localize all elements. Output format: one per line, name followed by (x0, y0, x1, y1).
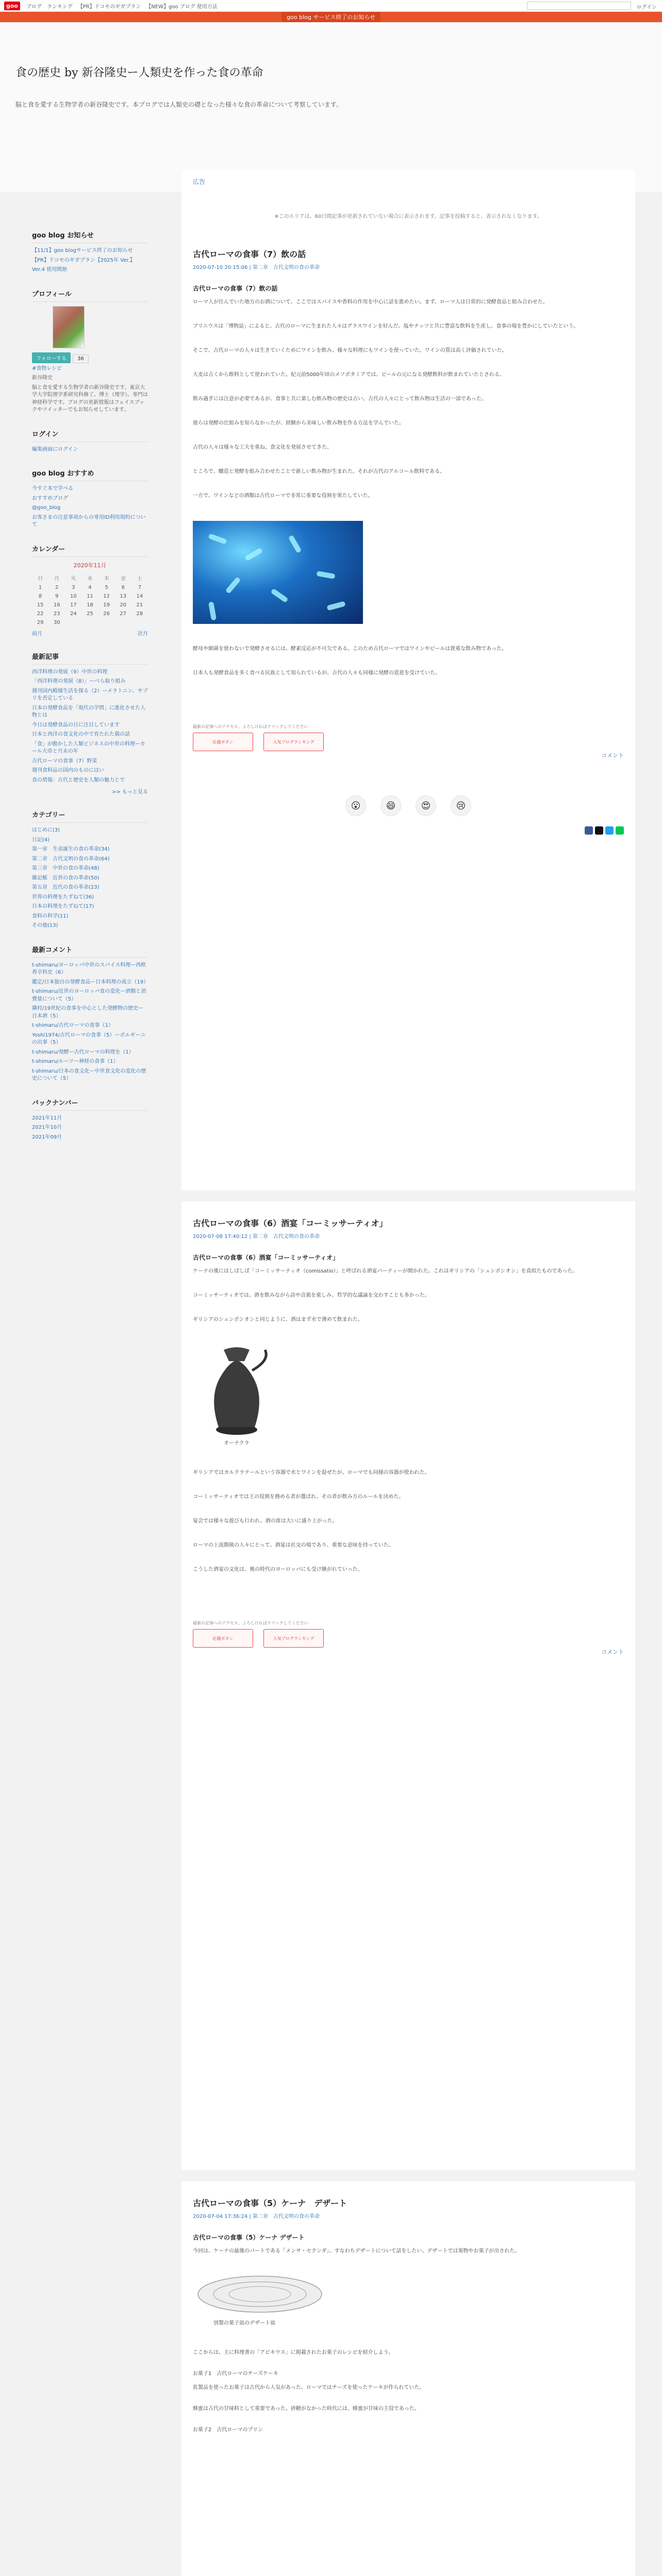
calendar-day: 7 (138, 584, 142, 590)
recent-comment-link[interactable]: t-shimaru/ヨーロッパ中世のスパイス料理ー西欧香辛料史（6） (32, 962, 146, 975)
calendar-day: 5 (105, 584, 108, 590)
calendar-day: 23 (53, 611, 60, 617)
goo-link[interactable]: 【NEW】goo ブログ 使用方法 (146, 4, 218, 10)
post-date[interactable]: 2020-07-08 17:40:12 | 第二章 古代文明の食の革命 (193, 1234, 320, 1240)
recent-post-link[interactable]: 週刊国内殿様生活を探る（2）ーメラトニン、サプリを否定している (32, 688, 148, 701)
login-link[interactable]: 編集画面にログイン (32, 446, 78, 452)
reaction-buttons (193, 795, 624, 816)
recent-post-link[interactable]: 今日は発酵食品の日に注目しています (32, 722, 120, 728)
category-link[interactable]: 第五章 近代の食の革命(23) (32, 885, 100, 890)
category-link[interactable]: 世界の料理をたずねて(36) (32, 894, 94, 900)
recent-comment-link[interactable]: t-shimaru/近世のヨーロッパ食の変化ー酒類と消費量について（5） (32, 989, 146, 1002)
calendar-day-header: 月 (54, 575, 60, 582)
service-notice-bar (0, 12, 662, 22)
calendar-day-header: 木 (104, 575, 109, 582)
post-paragraph: 宴会では様々な遊びも行われ、酒の席は大いに盛り上がった。 (193, 1518, 338, 1524)
ad-notice: ※このエリアは、60日間記事が更新されていない場合に表示されます。記事を投稿すると、表示されなくなります。 (274, 214, 542, 219)
sidebar-heading-recent: 最新記事 (32, 648, 148, 665)
main-content (181, 170, 635, 2576)
calendar-day-header: 水 (87, 575, 93, 582)
post-title[interactable]: 古代ローマの食事（7）飲の話 (193, 249, 306, 259)
goo-logo[interactable]: goo (4, 2, 20, 10)
post-date[interactable]: 2020-07-10 20:15:06 | 第二章 古代文明の食の革命 (193, 265, 320, 270)
post-paragraph: 古代の人々は様々な工夫を重ね、食文化を発展させてきた。 (193, 445, 332, 450)
calendar-day (131, 618, 148, 627)
calendar-day-header: 火 (71, 575, 76, 582)
calendar-day (65, 618, 81, 627)
image-caption: 別製の菓子皿のデザート皿 (213, 2320, 275, 2326)
calendar-day: 19 (103, 602, 110, 608)
calendar-day: 8 (38, 593, 42, 599)
post-paragraph: 蜂蜜は古代の甘味料として重要であった。砂糖がなかった時代には、蜂蜜が甘味の主役であった。 (193, 2406, 420, 2412)
post-paragraph: 日本人も発酵食品を多く食べる民族として知られているが、古代の人々も同様に発酵の恩恵を受けていた。 (193, 670, 440, 676)
sidebar-notice-item[interactable]: 【PR】ドコモのギガプラン【2025年 Ver.】 (32, 257, 135, 263)
post-paragraph: ギリシアのシュンポシオンと同じように、酒はまず水で薄めて飲まれた。 (193, 1317, 363, 1323)
calendar-day: 26 (103, 611, 110, 617)
bacteria-shape (288, 535, 302, 553)
calendar-day-header: 土 (137, 575, 142, 582)
post-paragraph: そこで、古代ローマの人々は生きていくためにワインを飲み、様々な料理にもワインを使っていた。ワインの質は高く評価されていた。 (193, 348, 507, 353)
calendar-day: 10 (70, 593, 77, 599)
post-card (181, 2181, 635, 2576)
post-paragraph: お菓子2 古代ローマのプリン (193, 2427, 263, 2433)
post-paragraph: 酵母や細菌を使わないで発酵させるには、酵素反応が不可欠である。このため古代ローマではワインやビールは貴重な飲み物であった。 (193, 646, 507, 652)
bacteria-shape (208, 533, 227, 545)
bacteria-shape (208, 601, 217, 620)
blog-header (0, 23, 662, 193)
recommend-item[interactable]: おすすめブログ (32, 495, 69, 501)
post-paragraph: 乳製品を使ったお菓子は古代から人気があった。ローマではチーズを使ったケーキが作られていた。 (193, 2385, 425, 2391)
post-paragraph: ブリニウスは「博物誌」によると、古代のローマに生まれた人々はグラスワインを好んだ。塩やナッツと共に豊富な飲料を生産し、食事の場を豊かにしていたという。 (193, 324, 579, 329)
sidebar-heading-comments: 最新コメント (32, 941, 148, 958)
calendar-day-header: 日 (38, 575, 43, 582)
calendar-day: 11 (87, 593, 93, 599)
goo-link[interactable]: 【PR】ドコモのギガプラン (77, 4, 141, 10)
calendar-day: 12 (103, 593, 110, 599)
ranking-button[interactable]: 応援ボタン (193, 1629, 253, 1648)
calendar-day: 16 (53, 602, 60, 608)
calendar-day: 2 (55, 584, 59, 590)
category-link[interactable]: 第三章 中世の食の革命(48) (32, 866, 100, 871)
sidebar-heading-category: カテゴリー (32, 806, 148, 823)
calendar-day: 13 (120, 593, 127, 599)
calendar-day: 22 (37, 611, 44, 617)
post-paragraph: 今回は、ケーナの最後のパートである「メンサ・セクンダ」、すなわちデザートについて話をしたい。デザートでは果物やお菓子が出された。 (193, 2248, 520, 2254)
backnumber-link[interactable]: 2021年11月 (32, 1115, 62, 1121)
ranking-buttons (193, 1629, 624, 1648)
post-paragraph: コーミッサーティオでは、酒を飲みながら詩や音楽を楽しみ、哲学的な議論を交わすことも多かった。 (193, 1293, 430, 1298)
bacteria-image (193, 521, 363, 624)
calendar (32, 572, 148, 627)
recent-comment-link[interactable]: 隣村/19世紀の食事を中心とした発酵物の歴史ー日本酒（5） (32, 1006, 144, 1019)
share-buttons (193, 826, 624, 835)
calendar-day: 3 (72, 584, 75, 590)
recent-post-link[interactable]: 日本と西洋の食文化の中で育たれた鶏の話 (32, 732, 130, 737)
calendar-day: 15 (37, 602, 44, 608)
recommend-item[interactable]: @goo_blog (32, 505, 61, 511)
calendar-day: 27 (120, 611, 127, 617)
bacteria-shape (270, 588, 288, 603)
comment-link[interactable]: コメント (601, 1649, 624, 1655)
recent-post-link[interactable]: 古代ローマの食事（7）野菜 (32, 758, 97, 764)
sidebar-heading-notice: goo blog お知らせ (32, 227, 148, 243)
blog-description: 脳と食を愛する生物学者の新谷隆史です。本ブログでは人類史の礎となった様々な食の革命について考察しています。 (15, 101, 342, 108)
category-link[interactable]: 第二章 古代文明の食の革命(64) (32, 856, 110, 862)
recent-comment-link[interactable]: t-shimaru/古代ローマの食事（1） (32, 1023, 113, 1028)
sidebar-heading-backnumber: バックナンバー (32, 1094, 148, 1111)
post-paragraph: こうした酒宴の文化は、後の時代のヨーロッパにも受け継がれていった。 (193, 1567, 363, 1572)
calendar-prev-link[interactable]: 前月 (32, 631, 42, 637)
calendar-next-link[interactable]: 次月 (138, 631, 148, 637)
comment-link[interactable]: コメント (601, 752, 624, 759)
calendar-day: 25 (87, 611, 93, 617)
post-card (181, 1201, 635, 2170)
category-link[interactable]: はじめに(3) (32, 827, 60, 833)
ranking-note: 最新の記事へのアクセス、よろしければクリックしてください (193, 724, 308, 729)
calendar-day: 14 (136, 593, 143, 599)
category-link[interactable]: 日本の料理をたずねて(17) (32, 904, 94, 909)
service-notice-link[interactable]: goo blog サービス終了のお知らせ (282, 12, 380, 22)
recommend-item[interactable]: お客さまの注意事項からの専用ID利用規約について (32, 514, 146, 528)
hatena-share-icon[interactable] (605, 826, 614, 835)
facebook-share-icon[interactable] (585, 826, 593, 835)
calendar-day-header: 金 (120, 575, 126, 582)
ranking-button[interactable]: 応援ボタン (193, 733, 253, 751)
backnumber-link[interactable]: 2021年10月 (32, 1125, 62, 1130)
reaction-sad-icon[interactable]: 😢 (451, 795, 471, 816)
recommend-item[interactable]: 今すぐ本で学べる (32, 486, 73, 492)
post-paragraph: ギリシアではカルクラテールという容器で水とワインを混ぜたが、ローマでも同様の容器が使われた。 (193, 1470, 430, 1476)
profile-image (53, 306, 85, 348)
calendar-day: 1 (38, 584, 42, 590)
x-share-icon[interactable] (595, 826, 603, 835)
calendar-day: 4 (88, 584, 92, 590)
calendar-day: 28 (136, 611, 143, 617)
recent-post-link[interactable]: 西洋料理の発展（9）中世の料理 (32, 669, 108, 675)
calendar-day: 21 (136, 602, 143, 608)
post-paragraph: ここからは、主に料理書の「アピキウス」に掲載されたお菓子のレシピを紹介しよう。 (193, 2350, 394, 2355)
recent-post-link[interactable]: 「西洋料理の発展（8）」ーべら取り組み (32, 679, 126, 684)
recent-post-link[interactable]: 日本の発酵食品を「現代の学問」に進化させた人物とは (32, 705, 145, 718)
reaction-surprised-icon[interactable]: 😮 (345, 795, 366, 816)
calendar-day (81, 618, 98, 627)
reaction-smile-icon[interactable]: 😄 (380, 795, 401, 816)
dessert-plate-image (193, 2271, 327, 2317)
post-paragraph: お菓子1 古代ローマのチーズケーキ (193, 2371, 278, 2377)
bacteria-shape (316, 571, 335, 579)
calendar-day: 30 (53, 619, 60, 625)
profile-author: 新谷隆史 (32, 375, 53, 381)
calendar-day: 6 (121, 584, 125, 590)
post-subtitle: 古代ローマの食事（5）ケーナ デザート (193, 2234, 305, 2241)
category-link[interactable]: その他(13) (32, 923, 58, 928)
bacteria-shape (225, 577, 241, 594)
backnumber-link[interactable]: 2021年09月 (32, 1134, 62, 1140)
post-date[interactable]: 2020-07-04 17:36:24 | 第二章 古代文明の食の革命 (193, 2214, 320, 2219)
recent-comment-link[interactable]: 鑑定/日本独自の発酵食品ー日本料理の成立（19） (32, 979, 149, 985)
ranking-button[interactable]: 人気ブログランキング (263, 733, 324, 751)
ad-label: 広告 (193, 178, 206, 185)
category-link[interactable]: 第一章 生命誕生の食の革命(34) (32, 846, 110, 852)
sidebar-heading-calendar: カレンダー (32, 540, 148, 557)
post-paragraph: ローマ人が住んでいた地方のお酒について、ここではスパイスや香料の作用を中心に話を進めたい。まず、ローマ人は日常的に発酵食品と組み合わせた。 (193, 299, 548, 305)
recent-post-link[interactable]: 週刊食料品の国内のものにはい (32, 768, 104, 773)
calendar-day: 24 (70, 611, 77, 617)
post-subtitle: 古代ローマの食事（7）飲の話 (193, 285, 278, 292)
follow-count: 36 (73, 354, 89, 363)
goo-search-input[interactable] (527, 2, 631, 10)
recent-comment-link[interactable]: t-shimaru/発酵ー古代ローマの料理を（1） (32, 1049, 134, 1055)
post-paragraph: コーミッサーティオでは王の役割を務める者が選ばれ、その者が飲み方のルールを決めた。 (193, 1494, 404, 1500)
calendar-day: 29 (37, 619, 44, 625)
calendar-day: 17 (70, 602, 77, 608)
sidebar-notice-item[interactable]: Ver.4 使用開始 (32, 267, 68, 273)
post-card (181, 170, 635, 1190)
sidebar-heading-profile: プロフィール (32, 285, 148, 302)
goo-link[interactable]: ブログ (26, 4, 42, 10)
image-caption: オーナクラ (224, 1440, 250, 1446)
goo-top-links (26, 2, 218, 10)
bacteria-shape (244, 548, 263, 562)
calendar-month: 2020年11月 (73, 562, 107, 569)
blog-title[interactable]: 食の歴史 by 新谷隆史ー人類史を作った食の革命 (15, 66, 263, 79)
recent-more-link[interactable]: >> もっと見る (112, 789, 148, 795)
calendar-day: 18 (87, 602, 93, 608)
goo-login-link[interactable]: ログイン (636, 5, 657, 10)
post-paragraph: ローマの上流階級の人々にとって、酒宴は社交の場であり、重要な意味を持っていた。 (193, 1543, 394, 1548)
post-subtitle: 古代ローマの食事（6）酒宴「コーミッサーティオ」 (193, 1254, 339, 1261)
category-link[interactable]: 日記(4) (32, 837, 50, 843)
calendar-day: 9 (55, 593, 59, 599)
category-link[interactable]: 雑記帳 近世の食の革命(50) (32, 875, 100, 881)
post-paragraph: 飲み過ぎには注意が必要であるが、食事と共に楽しむ飲み物の歴史は古い。古代の人々にとって飲み物は生活の一部であった。 (193, 396, 487, 402)
ranking-button[interactable]: 人気ブログランキング (263, 1629, 324, 1648)
recent-post-link[interactable]: 「食」が動かした人類ビジネスの中世の料理ーカール大帝と月末の年 (32, 741, 145, 754)
calendar-day (98, 618, 115, 627)
goo-top-bar (0, 0, 662, 12)
ranking-buttons (193, 733, 624, 751)
profile-text: 脳と食を愛する生物学者の新谷隆史です。東京大学大学院理学系研究科修了。博士（理学）。専門は神経科学です。ブログの更新情報はフェイスブックやツイッターでもお知らせしています。 (32, 384, 148, 413)
recent-comment-link[interactable]: t-shimaru/ルーツー神経の食事（1） (32, 1059, 119, 1064)
sidebar-notice-item[interactable]: 【11/1】goo blogサービス終了のお知らせ (32, 248, 133, 253)
post-paragraph: ケーナの後にはしばしば「コーミッサーティオ（comissatio）」と呼ばれる酒宴パーティーが開かれた。これはギリシアの「シュンポシオン」を真似たものであった。 (193, 1268, 578, 1274)
post-paragraph: 一方で、ワインなどの酒類は古代ローマで非常に重要な役割を果たしていた。 (193, 493, 373, 499)
reaction-love-icon[interactable]: 😍 (416, 795, 436, 816)
sidebar-heading-login: ログイン (32, 426, 148, 442)
calendar-nav (32, 629, 148, 637)
goo-link[interactable]: ランキング (47, 4, 73, 10)
profile-tag[interactable]: #食物レシピ (32, 365, 62, 371)
post-paragraph: 彼らは発酵の仕組みを知らなかったが、経験から美味しい飲み物を作る方法を学んでいた。 (193, 420, 404, 426)
post-title[interactable]: 古代ローマの食事（5）ケーナ デザート (193, 2198, 347, 2208)
post-paragraph: ところで、醸造と発酵を組み合わせたことで新しい飲み物が生まれた。それが古代のアルコール飲料である。 (193, 469, 445, 474)
sidebar-heading-recommend: goo blog おすすめ (32, 465, 148, 481)
follow-button[interactable]: フォローする (32, 352, 71, 363)
bacteria-shape (326, 601, 345, 611)
recent-comment-link[interactable]: Yoshi1974/古代ローマの食事（5）ーボルギーニの出事（5） (32, 1032, 146, 1045)
recent-comment-link[interactable]: t-shimaru/日本の食文化ー中世食文化の変化の歴史について（5） (32, 1068, 146, 1081)
category-link[interactable]: 食料の科学(11) (32, 913, 69, 919)
line-share-icon[interactable] (616, 826, 624, 835)
calendar-day (115, 618, 131, 627)
recent-post-link[interactable]: 食の情報：古代と歴史を人類の魅力とで (32, 777, 125, 783)
post-title[interactable]: 古代ローマの食事（6）酒宴「コーミッサーティオ」 (193, 1218, 388, 1228)
calendar-day: 20 (120, 602, 127, 608)
post-paragraph: 大麦は古くから飲料として使われていた。紀元前5000年頃のメソポタミアでは、ビールの元になる発酵飲料が飲まれていたとされる。 (193, 372, 505, 378)
ranking-note: 最新の記事へのアクセス、よろしければクリックしてください (193, 1621, 308, 1625)
oenochoe-image (193, 1340, 280, 1437)
sidebar (32, 227, 148, 1143)
